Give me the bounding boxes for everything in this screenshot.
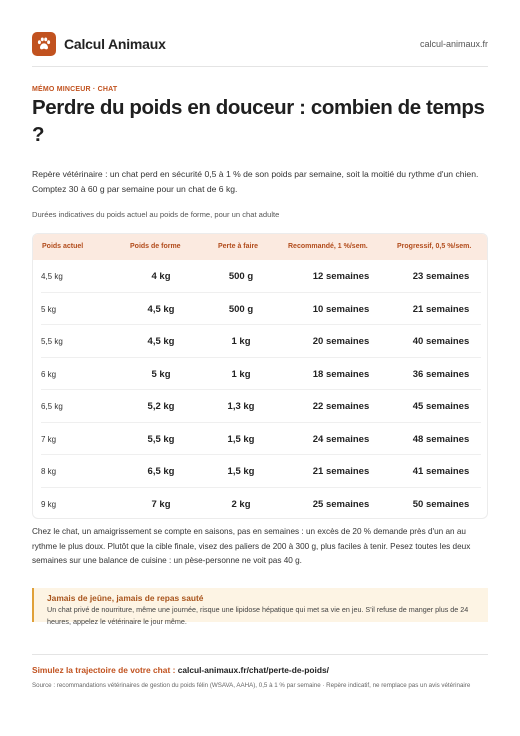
cell-loss: 500 g bbox=[228, 303, 254, 315]
page-title: Perdre du poids en douceur : combien de temps ? bbox=[32, 96, 485, 146]
header-divider bbox=[32, 66, 488, 67]
logo[interactable] bbox=[32, 32, 56, 56]
table-row bbox=[41, 455, 481, 488]
table-row bbox=[41, 260, 481, 293]
source-note: Source : recommandations vétérinaires de gestion du poids félin (WSAVA, AAHA), 0,5 à 1 % par semaine · Repère indicatif, ne remplace pas un avis vétérinaire bbox=[32, 682, 471, 689]
cell-target-weight: 7 kg bbox=[151, 498, 171, 510]
paw-icon bbox=[36, 36, 52, 52]
simulator-cta bbox=[32, 665, 329, 675]
table-row bbox=[41, 423, 481, 456]
header-progressive: Progressif, 0,5 %/sem. bbox=[397, 243, 472, 250]
cell-current-weight: 7 kg bbox=[41, 434, 57, 444]
cell-recommended: 20 semaines bbox=[312, 336, 370, 347]
header bbox=[32, 32, 488, 58]
cell-progressive: 23 semaines bbox=[412, 271, 470, 282]
cell-loss: 2 kg bbox=[231, 498, 251, 510]
cell-current-weight: 8 kg bbox=[41, 467, 57, 476]
cell-recommended: 22 semaines bbox=[312, 401, 370, 412]
callout-body: Un chat privé de nourriture, même une journée, risque une lipidose hépatique qui met sa vie en jeu. S'il refuse de manger plus de 24 heures, appelez le vétérinaire le jour même. bbox=[47, 605, 469, 626]
cell-target-weight: 5,5 kg bbox=[147, 433, 175, 445]
cell-loss: 1 kg bbox=[231, 368, 251, 380]
weight-loss-table bbox=[32, 233, 488, 519]
cell-recommended: 18 semaines bbox=[312, 368, 370, 380]
page bbox=[32, 0, 488, 736]
table-row bbox=[41, 358, 481, 391]
table-row bbox=[41, 390, 481, 423]
cell-current-weight: 5,5 kg bbox=[41, 337, 63, 346]
cell-recommended: 12 semaines bbox=[312, 271, 370, 282]
table-header bbox=[33, 234, 488, 260]
cell-target-weight: 5,2 kg bbox=[147, 401, 175, 412]
cell-loss: 1,5 kg bbox=[227, 433, 255, 445]
cell-current-weight: 9 kg bbox=[41, 499, 57, 509]
cell-loss: 1,5 kg bbox=[227, 466, 255, 477]
footer-divider bbox=[32, 654, 488, 655]
cell-current-weight: 6,5 kg bbox=[41, 402, 63, 411]
cell-progressive: 41 semaines bbox=[412, 466, 470, 477]
table-row bbox=[41, 293, 481, 326]
callout-title: Jamais de jeûne, jamais de repas sauté bbox=[47, 593, 204, 603]
cell-progressive: 48 semaines bbox=[412, 433, 470, 445]
table-row bbox=[41, 488, 481, 520]
cell-loss: 1,3 kg bbox=[227, 401, 255, 412]
cell-loss: 1 kg bbox=[231, 336, 251, 347]
header-recommended: Recommandé, 1 %/sem. bbox=[288, 243, 368, 250]
cell-progressive: 21 semaines bbox=[412, 303, 470, 315]
cell-loss: 500 g bbox=[228, 271, 254, 282]
cell-progressive: 45 semaines bbox=[412, 401, 470, 412]
header-loss: Perte à faire bbox=[218, 243, 259, 250]
cell-current-weight: 6 kg bbox=[41, 369, 57, 379]
header-target-weight: Poids de forme bbox=[130, 243, 181, 250]
cta-label: Simulez la trajectoire de votre chat : bbox=[32, 665, 176, 675]
cell-target-weight: 4,5 kg bbox=[147, 336, 175, 347]
table-row bbox=[41, 325, 481, 358]
table-caption: Durées indicatives du poids actuel au poids de forme, pour un chat adulte bbox=[32, 210, 280, 219]
cell-current-weight: 5 kg bbox=[41, 304, 57, 314]
cell-recommended: 21 semaines bbox=[312, 466, 370, 477]
simulator-link[interactable]: calcul-animaux.fr/chat/perte-de-poids/ bbox=[177, 665, 329, 675]
warning-callout bbox=[32, 588, 488, 626]
kicker: MÉMO MINCEUR · CHAT bbox=[32, 86, 118, 93]
cell-progressive: 36 semaines bbox=[412, 368, 470, 380]
cell-progressive: 40 semaines bbox=[412, 336, 470, 347]
cell-recommended: 10 semaines bbox=[312, 303, 370, 315]
cell-target-weight: 4,5 kg bbox=[147, 303, 175, 315]
cell-target-weight: 6,5 kg bbox=[147, 466, 175, 477]
site-url[interactable]: calcul-animaux.fr bbox=[419, 39, 488, 49]
cell-recommended: 24 semaines bbox=[312, 433, 370, 445]
cell-target-weight: 5 kg bbox=[151, 368, 171, 380]
cell-progressive: 50 semaines bbox=[412, 498, 470, 510]
body-paragraph: Chez le chat, un amaigrissement se compte en saisons, pas en semaines : un excès de 20 % demande près d'un an au rythme le plus doux. Plutôt que la cible finale, visez des paliers de 200 à 300 g, plus faciles à tenir. Pesez toutes les deux semaines sur une balance de cuisine : un pèse-personne ne voit pas 40 g. bbox=[32, 527, 471, 565]
cell-target-weight: 4 kg bbox=[151, 271, 171, 282]
cell-recommended: 25 semaines bbox=[312, 498, 370, 510]
intro-paragraph: Repère vétérinaire : un chat perd en sécurité 0,5 à 1 % de son poids par semaine, soit la moitié du rythme d'un chien. Comptez 30 à 60 g par semaine pour un chat de 6 kg. bbox=[32, 169, 479, 194]
brand-name[interactable]: Calcul Animaux bbox=[64, 36, 166, 52]
cell-current-weight: 4,5 kg bbox=[41, 272, 63, 281]
header-current-weight: Poids actuel bbox=[42, 243, 84, 250]
